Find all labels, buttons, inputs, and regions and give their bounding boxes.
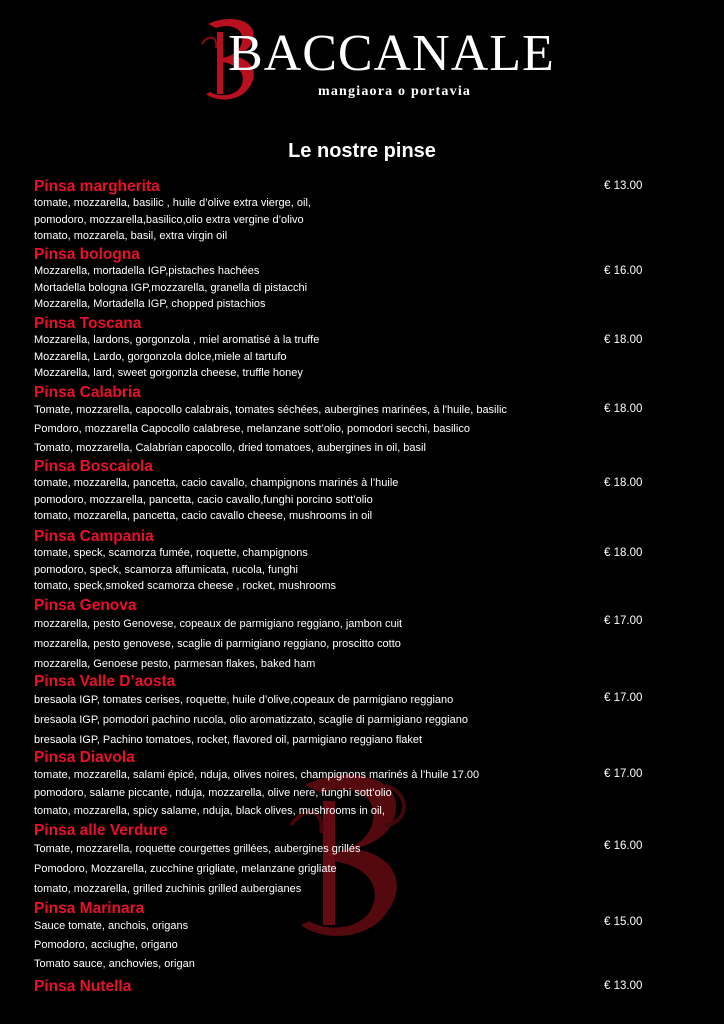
item-desc-fr: Mozzarella, mortadella IGP,pistaches hachées xyxy=(34,265,260,277)
item-name: Pinsa Diavola xyxy=(34,749,135,766)
item-desc-fr: tomate, mozzarella, basilic , huile d’olive extra vierge, oil, xyxy=(34,197,311,209)
item-name: Pinsa margherita xyxy=(34,178,160,195)
menu-item xyxy=(34,673,689,750)
page-title: Le nostre pinse xyxy=(288,140,436,162)
item-name: Pinsa bologna xyxy=(34,246,140,263)
item-desc-fr: tomate, mozzarella, pancetta, cacio cavallo, champignons marinés à l’huile xyxy=(34,477,399,489)
item-desc-it: Pomodoro, acciughe, origano xyxy=(34,939,178,951)
item-desc-fr: tomate, speck, scamorza fumée, roquette, champignons xyxy=(34,547,308,559)
item-desc-it: Pomdoro, mozzarella Capocollo calabrese, melanzane sott’olio, pomodori secchi, basilico xyxy=(34,423,470,435)
menu-item xyxy=(34,246,689,313)
menu-item xyxy=(34,178,689,245)
logo-name-rest: ACCANALE xyxy=(263,25,555,82)
item-desc-it: mozzarella, pesto genovese, scaglie di parmigiano reggiano, proscitto cotto xyxy=(34,638,401,650)
item-price: € 13.00 xyxy=(604,180,643,192)
logo-initial: B xyxy=(228,25,264,82)
menu-item xyxy=(34,978,689,995)
item-desc-it: Mortadella bologna IGP,mozzarella, granella di pistacchi xyxy=(34,281,308,294)
item-desc-en: bresaola IGP, Pachino tomatoes, rocket, flavored oil, parmigiano reggiano flaket xyxy=(34,734,423,746)
item-price: € 18.00 xyxy=(604,547,643,559)
item-name: Pinsa alle Verdure xyxy=(34,822,168,839)
item-desc-en: Tomato sauce, anchovies, origan xyxy=(34,958,195,970)
item-name: Pinsa Toscana xyxy=(34,315,142,332)
item-desc-it: Mozzarella, Lardo, gorgonzola dolce,miele al tartufo xyxy=(34,350,287,363)
item-desc-fr: tomate, mozzarella, salami épicé, nduja, olives noires, champignons marinés à l’huile 17.00 xyxy=(34,769,480,781)
item-desc-it: pomodoro, mozzarella,basilico,olio extra vergine d’olivo xyxy=(34,213,304,226)
item-desc-en: tomato, mozzarella, pancetta, cacio cavallo cheese, mushrooms in oil xyxy=(34,510,373,522)
item-desc-en: tomato, mozzarella, spicy salame, nduja, black olives, mushrooms in oil, xyxy=(34,805,385,817)
item-price: € 18.00 xyxy=(604,334,643,346)
menu-item xyxy=(34,315,689,382)
item-desc-fr: Sauce tomate, anchois, origans xyxy=(34,920,189,932)
item-name: Pinsa Genova xyxy=(34,597,137,614)
item-name: Pinsa Nutella xyxy=(34,978,132,995)
item-desc-fr: Mozzarella, lardons, gorgonzola , miel aromatisé à la truffe xyxy=(34,334,320,346)
item-price: € 17.00 xyxy=(604,768,643,780)
item-desc-fr: mozzarella, pesto Genovese, copeaux de parmigiano reggiano, jambon cuit xyxy=(34,618,403,630)
item-name: Pinsa Marinara xyxy=(34,900,145,917)
menu-item xyxy=(34,458,689,525)
menu-item xyxy=(34,900,689,974)
item-name: Pinsa Valle D’aosta xyxy=(34,673,176,690)
logo-tagline: mangiaora o portavia xyxy=(318,84,472,99)
item-price: € 18.00 xyxy=(604,477,643,489)
item-desc-it: pomodoro, speck, scamorza affumicata, rucola, funghi xyxy=(34,563,298,576)
item-desc-it: pomodoro, salame piccante, nduja, mozzarella, olive nere, funghi sott’olio xyxy=(34,787,392,799)
menu-item xyxy=(34,749,689,820)
item-desc-en: Mozzarella, Mortadella IGP, chopped pistachios xyxy=(34,298,266,310)
item-desc-it: pomodoro, mozzarella, pancetta, cacio cavallo,funghi porcino sott’olio xyxy=(34,493,373,506)
item-price: € 16.00 xyxy=(604,840,643,852)
menu-item xyxy=(34,384,689,458)
logo-wordmark xyxy=(228,25,555,82)
item-name: Pinsa Boscaiola xyxy=(34,458,153,475)
item-desc-it: bresaola IGP, pomodori pachino rucola, olio aromatizzato, scaglie di parmigiano reggiano xyxy=(34,714,468,726)
item-desc-it: Pomodoro, Mozzarella, zucchine grigliate, melanzane grigliate xyxy=(34,863,337,875)
item-price: € 17.00 xyxy=(604,692,643,704)
item-desc-en: Tomato, mozzarella, Calabrian capocollo, dried tomatoes, aubergines in oil, basil xyxy=(34,442,426,454)
item-price: € 17.00 xyxy=(604,615,643,627)
logo xyxy=(198,14,555,104)
item-desc-fr: Tomate, mozzarella, roquette courgettes grillées, aubergines grillés xyxy=(34,843,361,855)
item-price: € 18.00 xyxy=(604,403,643,415)
item-price: € 13.00 xyxy=(604,980,643,992)
menu-item xyxy=(34,528,689,595)
item-desc-en: Mozzarella, lard, sweet gorgonzla cheese, truffle honey xyxy=(34,367,303,379)
menu-item xyxy=(34,822,689,899)
item-name: Pinsa Calabria xyxy=(34,384,141,401)
item-desc-fr: bresaola IGP, tomates cerises, roquette, huile d’olive,copeaux de parmigiano reggiano xyxy=(34,694,454,706)
item-desc-en: tomato, mozzarela, basil, extra virgin oil xyxy=(34,230,228,242)
item-name: Pinsa Campania xyxy=(34,528,154,545)
item-desc-fr: Tomate, mozzarella, capocollo calabrais, tomates séchées, aubergines marinées, à l'huile, basilic xyxy=(34,404,507,416)
item-desc-en: tomato, speck,smoked scamorza cheese , rocket, mushrooms xyxy=(34,580,337,592)
item-price: € 16.00 xyxy=(604,265,643,277)
item-price: € 15.00 xyxy=(604,916,643,928)
item-desc-en: mozzarella, Genoese pesto, parmesan flakes, baked ham xyxy=(34,658,316,670)
item-desc-en: tomato, mozzarella, grilled zuchinis grilled aubergianes xyxy=(34,883,302,895)
menu-item xyxy=(34,597,689,674)
